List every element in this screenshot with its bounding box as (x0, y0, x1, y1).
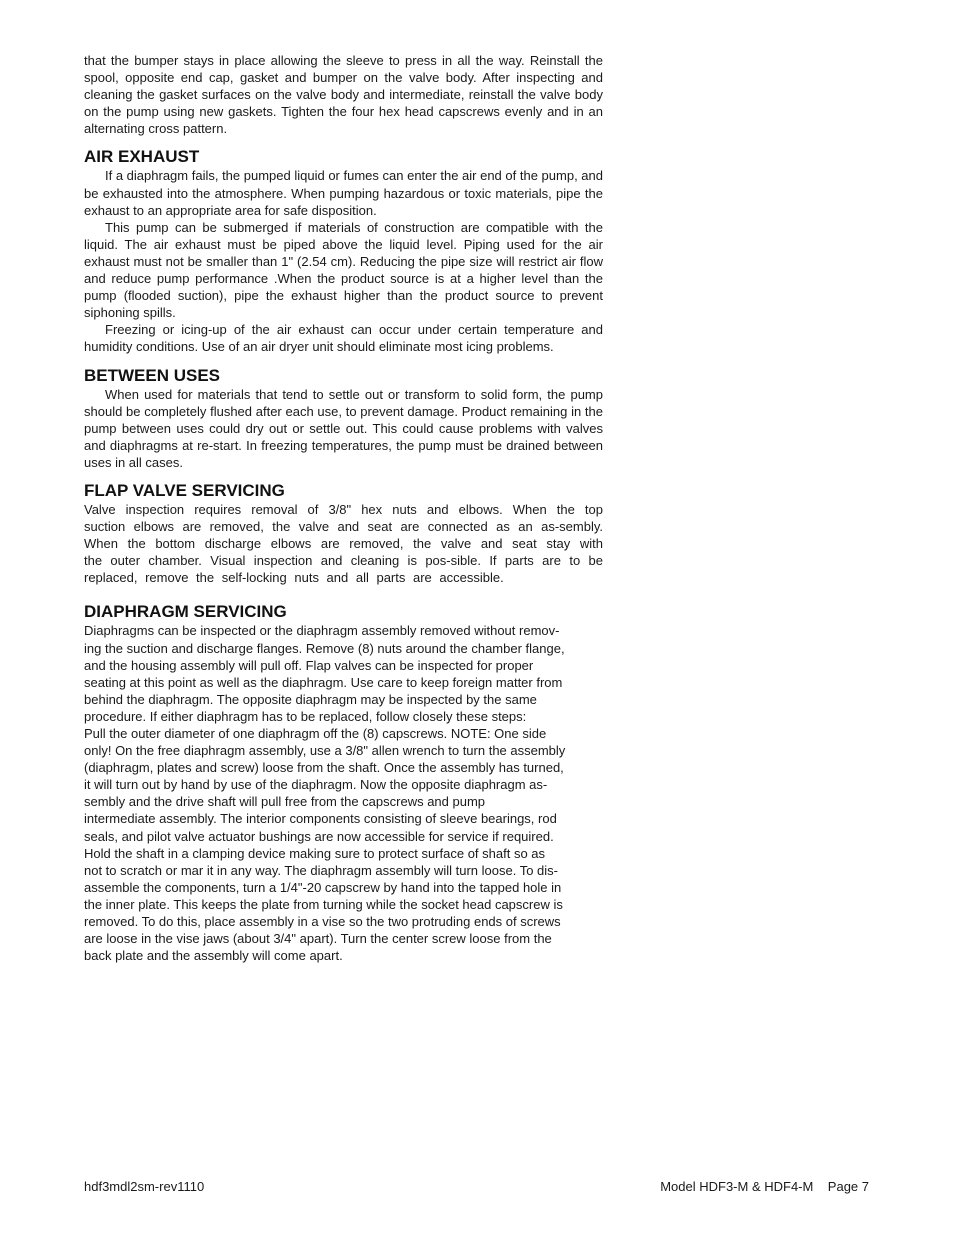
diaphragm-line: intermediate assembly. The interior components consisting of sleeve bearings, rod (84, 811, 557, 827)
flap-valve-paragraph: Valve inspection requires removal of 3/8" hex nuts and elbows. When the top suction elbows are removed, the valve and seat are connected as an as-sembly. When the bottom discharge elbows are removed, the valve and seat stay with the outer chamber. Visual inspection and cleaning is pos-sible. If parts are to be replaced, remove the self-locking nuts and all parts are accessible. (84, 501, 603, 586)
diaphragm-line: procedure. If either diaphragm has to be replaced, follow closely these steps: (84, 708, 527, 724)
diaphragm-line: sembly and the drive shaft will pull free from the capscrews and pump (84, 794, 486, 810)
diaphragm-line: seals, and pilot valve actuator bushings are now accessible for service if required. (84, 828, 554, 844)
air-exhaust-section (84, 147, 603, 355)
diaphragm-line: Pull the outer diameter of one diaphragm off the (8) capscrews. NOTE: One side (84, 726, 547, 741)
diaphragm-line: the inner plate. This keeps the plate from turning while the socket head capscrew is (84, 896, 563, 912)
diaphragm-line: it will turn out by hand by use of the diaphragm. Now the opposite diaphragm as- (84, 777, 548, 793)
air-exhaust-paragraph-2: This pump can be submerged if materials of construction are compatible with the liquid. The air exhaust must be piped above the liquid level. Piping used for the air exhaust must not be smaller than 1" (2.54 cm). Reducing the pipe size will restrict air flow and reduce pump performance .When the product source is at a higher level than the pump (flooded suction), pipe the exhaust higher than the product source to prevent siphoning spills. (84, 219, 603, 321)
air-exhaust-heading: AIR EXHAUST (84, 147, 200, 167)
diaphragm-line: ing the suction and discharge flanges. Remove (8) nuts around the chamber flange, (84, 640, 565, 656)
diaphragm-line: are loose in the vise jaws (about 3/4" apart). Turn the center screw loose from the (84, 931, 552, 947)
between-uses-section (84, 366, 603, 471)
diaphragm-line: only! On the free diaphragm assembly, use a 3/8" allen wrench to turn the assembly (84, 743, 566, 759)
diaphragm-line: Diaphragms can be inspected or the diaphragm assembly removed without remov- (84, 623, 560, 639)
diaphragm-line: and the housing assembly will pull off. Flap valves can be inspected for proper (84, 657, 534, 673)
diaphragm-line: back plate and the assembly will come apart. (84, 948, 343, 964)
diaphragm-body (84, 622, 603, 964)
intro-paragraph: that the bumper stays in place allowing the sleeve to press in all the way. Reinstall the spool, opposite end cap, gasket and bumper on the valve body. After inspecting and cleaning the gasket surfaces on the valve body and intermediate, reinstall the valve body on the pump using new gaskets. Tighten the four hex head capscrews evenly and in an alternating cross pattern. (84, 53, 603, 137)
diaphragm-line: Hold the shaft in a clamping device making sure to protect surface of shaft so as (84, 845, 546, 861)
diaphragm-line: not to scratch or mar it in any way. The diaphragm assembly will turn loose. To dis- (84, 862, 558, 878)
footer-document-id: hdf3mdl2sm-rev1110 (84, 1179, 205, 1194)
diaphragm-line: removed. To do this, place assembly in a vise so the two protruding ends of screws (84, 914, 561, 930)
between-uses-heading: BETWEEN USES (84, 365, 221, 385)
diaphragm-heading: DIAPHRAGM SERVICING (84, 602, 287, 622)
text-column (84, 52, 603, 964)
flap-valve-section (84, 481, 603, 586)
air-exhaust-paragraph-1: If a diaphragm fails, the pumped liquid or fumes can enter the air end of the pump, and be exhausted into the atmosphere. When pumping hazardous or toxic materials, pipe the exhaust to an appropriate area for safe disposition. (84, 168, 603, 218)
flap-valve-heading: FLAP VALVE SERVICING (84, 480, 285, 500)
between-uses-paragraph: When used for materials that tend to settle out or transform to solid form, the pump should be completely flushed after each use, to prevent damage. Product remaining in the pump between uses could dry out or settle out. This could cause problems with valves and diaphragms at re-start. In freezing temperatures, the pump must be drained between uses in all cases. (84, 386, 603, 470)
diaphragm-section (84, 602, 603, 964)
diaphragm-line: behind the diaphragm. The opposite diaphragm may be inspected by the same (84, 691, 537, 707)
diaphragm-line: (diaphragm, plates and screw) loose from the shaft. Once the assembly has turned, (84, 760, 564, 776)
diaphragm-line: seating at this point as well as the diaphragm. Use care to keep foreign matter from (84, 674, 563, 690)
air-exhaust-paragraph-3: Freezing or icing-up of the air exhaust can occur under certain temperature and humidity conditions. Use of an air dryer unit should eliminate most icing problems. (84, 322, 603, 355)
diaphragm-line: assemble the components, turn a 1/4"-20 capscrew by hand into the tapped hole in (84, 879, 562, 895)
footer-model-page: Model HDF3-M & HDF4-M Page 7 (660, 1179, 869, 1194)
